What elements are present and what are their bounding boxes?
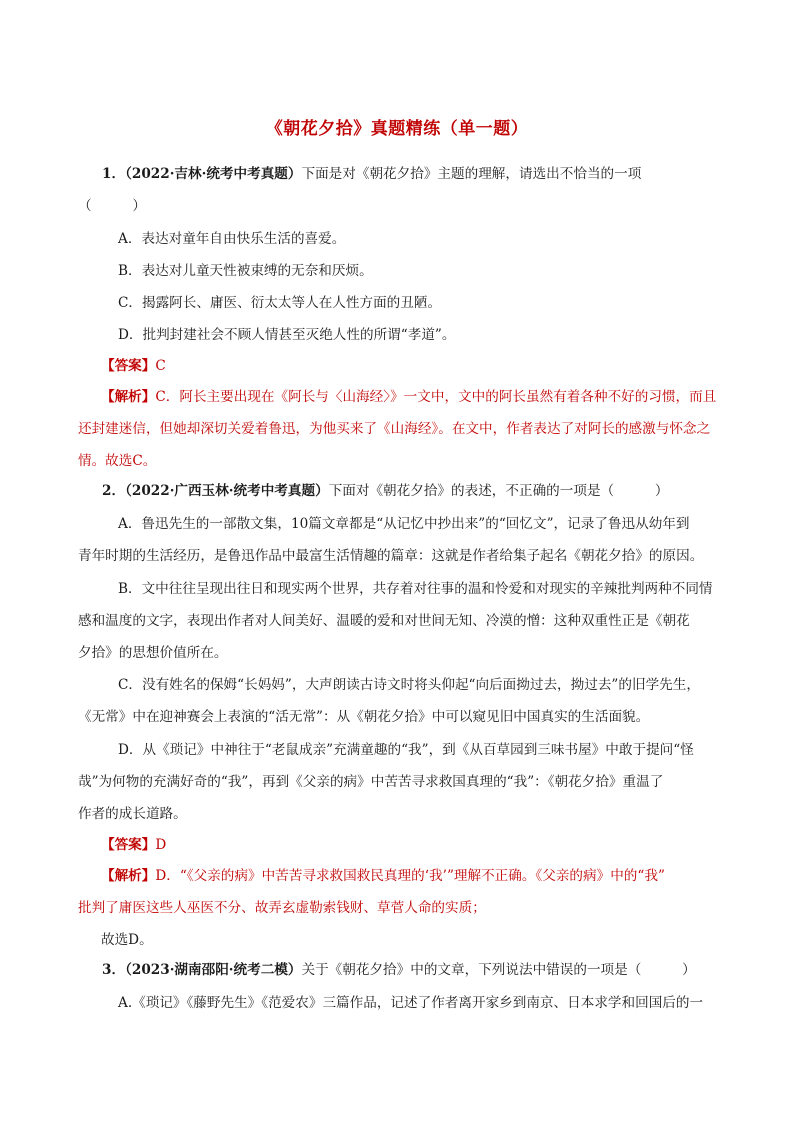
question-source: （2022·吉林·统考中考真题） xyxy=(125,166,302,182)
question-2-stem xyxy=(102,481,669,501)
option-d-cont: 作者的成长道路。 xyxy=(78,806,187,822)
question-text: 关于《朝花夕拾》中的文章，下列说法中错误的一项是（ ） xyxy=(301,962,696,978)
question-3-stem xyxy=(102,960,696,980)
analysis-label: 【解析】 xyxy=(101,389,156,405)
option-d: D．批判封建社会不顾人情甚至灭绝人性的所谓“孝道”。 xyxy=(118,327,456,343)
analysis-text: 还封建迷信，但她却深切关爱着鲁迅，为他买来了《山海经》。在文中，作者表达了对阿长的感激与怀念之 xyxy=(78,421,711,437)
question-source: （2023·湖南邵阳·统考二模） xyxy=(125,962,302,978)
option-a: A．鲁迅先生的一部散文集，10篇文章都是“从记忆中抄出来”的“回忆文”，记录了鲁迅从幼年到 xyxy=(118,516,690,532)
analysis-label: 【解析】 xyxy=(101,868,156,884)
answer-label: 【答案】 xyxy=(101,358,156,374)
option-d-cont: 哉”为何物的充满好奇的“我”，再到《父亲的病》中苦苦寻求救国真理的“我”：《朝花夕拾》重温了 xyxy=(78,774,664,790)
option-c: C．没有姓名的保姆“长妈妈”，大声朗读古诗文时将头仰起“向后面拗过去，拗过去”的旧学先生， xyxy=(118,677,700,693)
option-b-cont: 感和温度的文字，表现出作者对人间美好、温暖的爱和对世间无知、冷漠的憎：这种双重性正是《朝花 xyxy=(78,613,690,629)
question-number: 3． xyxy=(102,962,126,978)
option-b-cont: 夕拾》的思想价值所在。 xyxy=(78,645,228,661)
option-b: B．表达对儿童天性被束缚的无奈和厌烦。 xyxy=(118,263,373,279)
option-a: A．表达对童年自由快乐生活的喜爱。 xyxy=(118,231,346,247)
analysis-text: C．阿长主要出现在《阿长与〈山海经〉》一文中，文中的阿长虽然有着各种不好的习惯，而且 xyxy=(155,389,717,405)
question-1-stem xyxy=(102,164,641,184)
answer-value: C xyxy=(155,358,166,374)
option-c-cont: 《无常》中在迎神赛会上表演的“活无常”：从《朝花夕拾》中可以窥见旧中国真实的生活面貌。 xyxy=(78,709,650,725)
answer-label: 【答案】 xyxy=(101,837,156,853)
option-c: C．揭露阿长、庸医、衍太太等人在人性方面的丑陋。 xyxy=(118,295,442,311)
analysis-line xyxy=(101,387,716,407)
question-source: （2022·广西玉林·统考中考真题） xyxy=(125,483,329,499)
answer-value: D xyxy=(155,837,167,853)
analysis-text: D．“《父亲的病》中苦苦寻求救国救民真理的‘我’”理解不正确。《父亲的病》中的“我” xyxy=(155,868,665,884)
analysis-conclusion: 故选D。 xyxy=(101,932,153,948)
answer-blank: （ ） xyxy=(78,198,146,214)
question-text: 下面是对《朝花夕拾》主题的理解，请选出不恰当的一项 xyxy=(301,166,642,182)
question-text: 下面对《朝花夕拾》的表述，不正确的一项是（ ） xyxy=(328,483,669,499)
analysis-text: 批判了庸医这些人巫医不分、故弄玄虚勒索钱财、草菅人命的实质； xyxy=(78,900,486,916)
page-title: 《朝花夕拾》真题精练（单一题） xyxy=(265,119,529,139)
option-a-cont: 青年时期的生活经历，是鲁迅作品中最富生活情趣的篇章：这就是作者给集子起名《朝花夕拾》的原因。 xyxy=(78,548,704,564)
option-b: B．文中往往呈现出往日和现实两个世界，共存着对往事的温和怜爱和对现实的辛辣批判两种不同情 xyxy=(118,581,713,597)
analysis-text: 情。故选C。 xyxy=(78,453,157,469)
analysis-line xyxy=(101,866,665,886)
question-number: 2． xyxy=(102,483,126,499)
option-a: A.《琐记》《藤野先生》《范爱农》三篇作品，记述了作者离开家乡到南京、日本求学和回国后的一 xyxy=(118,995,704,1011)
question-number: 1． xyxy=(102,166,126,182)
option-d: D．从《琐记》中神往于“老鼠成亲”充满童趣的“我”，到《从百草园到三味书屋》中敢于提问“怪 xyxy=(118,742,694,758)
answer-line xyxy=(101,356,166,376)
answer-line xyxy=(101,835,166,855)
